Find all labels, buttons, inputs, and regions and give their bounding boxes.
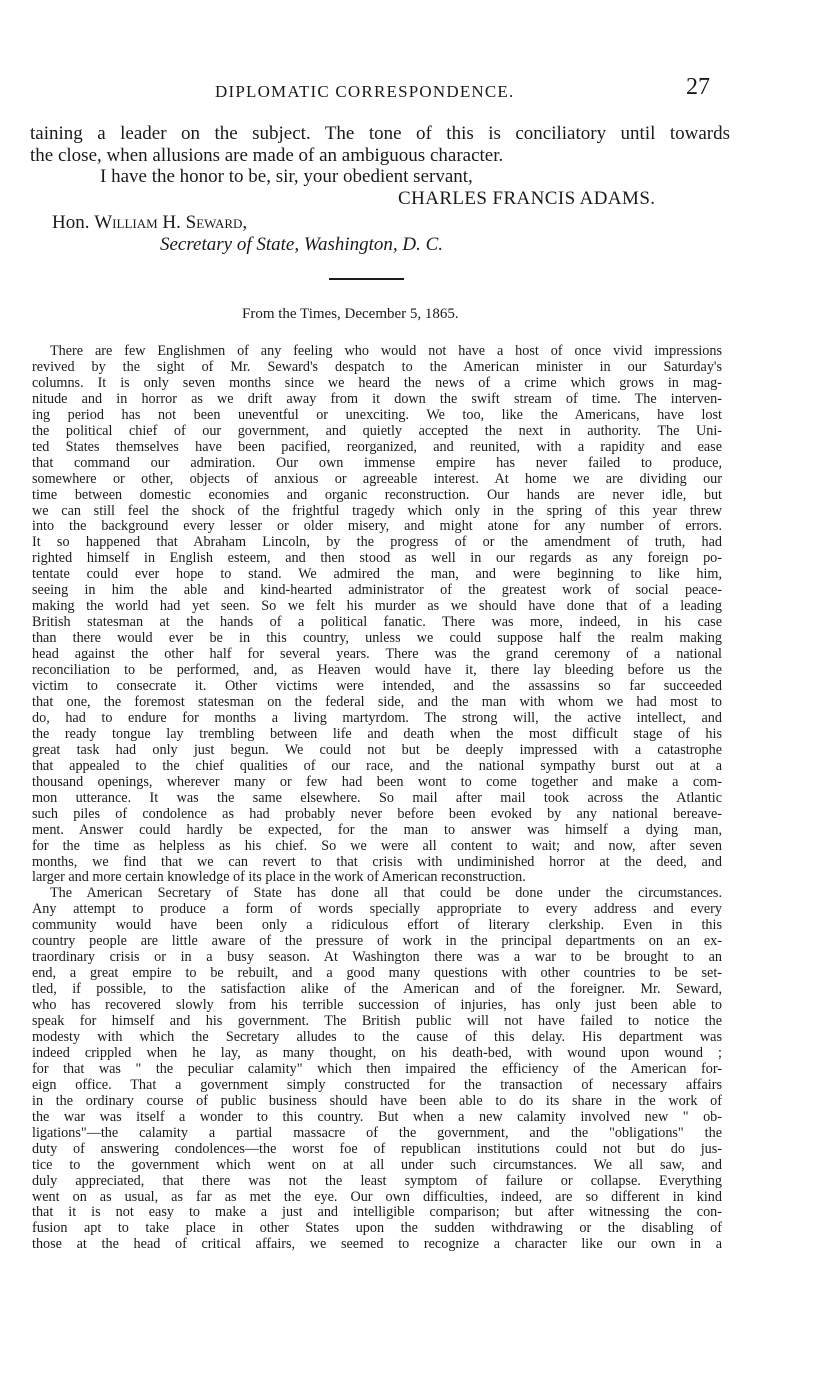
addressee-title-office: Secretary of State,: [160, 233, 300, 255]
article-line: mon utterance. It was the same elsewhere. So mail after mail took across the Atlantic: [32, 790, 722, 806]
article-line: victim to consecrate it. Other victims were intended, and the assassins so far succeeded: [32, 679, 722, 695]
article-line: who has recovered slowly from his terrible succession of injuries, has only just been able to: [32, 998, 722, 1014]
article-line: modesty with which the Secretary alludes to the cause of this delay. His department was: [32, 1029, 722, 1045]
article-line: that appealed to the chief qualities of our race, and the national sympathy burst out at a: [32, 758, 722, 774]
article-line: head against the other half for several years. There was the grand ceremony of a national: [32, 647, 722, 663]
enclosure-article: [32, 344, 722, 1253]
enclosure-source: From the Times, December 5, 1865.: [242, 306, 459, 322]
article-line: ment. Answer could hardly be expected, for the man to answer was himself a dying man,: [32, 822, 722, 838]
article-line: for the time as helpless as his chief. So we were all content to wait; and now, after seven: [32, 838, 722, 854]
article-line: thousand openings, wherever many or few had been wont to come together and make a com-: [32, 774, 722, 790]
article-line: somewhere or other, objects of anxious or agreeable interest. At home we are dividing our: [32, 471, 722, 487]
addressee: [30, 212, 730, 234]
addressee-title: [30, 234, 730, 256]
article-line: fusion apt to take place in other States upon the sudden withdrawing or the disabling of: [32, 1221, 722, 1237]
article-line: such piles of condolence as had probably never before been evoked by any national bereave-: [32, 806, 722, 822]
article-line: into the background every lesser or older misery, and might atone for any number of errors.: [32, 519, 722, 535]
article-line: that it is not easy to make a just and intelligible comparison; but after witnessing the con-: [32, 1205, 722, 1221]
article-line: the political chief of our government, and quietly accepted the next in authority. The Uni-: [32, 423, 722, 439]
article-line: columns. It is only seven months since we heard the news of a crime which grows in mag-: [32, 375, 722, 391]
article-line: revived by the sight of Mr. Seward's despatch to the American minister in our Saturday's: [32, 359, 722, 375]
addressee-prefix: Hon.: [52, 212, 90, 233]
article-line: months, we find that we can revert to that crisis with undiminished horror at the deed, and: [32, 854, 722, 870]
article-line: went on as usual, as far as met the eye. Our own difficulties, indeed, are so different in kind: [32, 1189, 722, 1205]
article-line: duty of answering condolences—the worst foe of republican institutions could not but do jus-: [32, 1141, 722, 1157]
article-line: for that was " the peculiar calamity" which then impaired the efficiency of the American for-: [32, 1061, 722, 1077]
article-line: ted States themselves have been pacified, reorganized, and reunited, with a rapidity and ease: [32, 439, 722, 455]
article-line: There are few Englishmen of any feeling who would not have a host of once vivid impressions: [50, 344, 722, 359]
page-number: 27: [686, 74, 710, 100]
article-line: those at the head of critical affairs, we seemed to recognize a character like our own in a: [32, 1237, 722, 1253]
article-line: that command our admiration. Our own immense empire has never failed to produce,: [32, 455, 722, 471]
article-line: It so happened that Abraham Lincoln, by the progress of or the amendment of truth, had: [32, 535, 722, 551]
letter-conclusion: [30, 123, 730, 255]
article-line: making the world had yet seen. So we felt his murder as we should have done that of a leading: [32, 599, 722, 615]
article-line: time between domestic economies and organic reconstruction. Our hands are never idle, but: [32, 487, 722, 503]
article-line: nitude and in horror as we drift away from it down the swift stream of time. The interven-: [32, 391, 722, 407]
article-line: ing period has not been uneventful or unexciting. We too, like the Americans, have lost: [32, 407, 722, 423]
letter-line: taining a leader on the subject. The tone of this is conciliatory until towards: [30, 123, 730, 144]
article-line: indeed crippled when he lay, as many thought, on his death-bed, with wound upon wound ;: [32, 1045, 722, 1061]
article-line: The American Secretary of State has done all that could be done under the circumstances.: [50, 886, 722, 902]
article-line: the ready tongue lay trembling between life and death when the most difficult stage of his: [32, 726, 722, 742]
article-line: tice to the government which went on at all under such circumstances. We all saw, and: [32, 1157, 722, 1173]
article-line: speak for himself and his government. The British public will not have failed to notice the: [32, 1014, 722, 1030]
article-line: duly appreciated, that there was not the least symptom of failure or collapse. Everything: [32, 1173, 722, 1189]
article-line: reconciliation to be performed, and, as Heaven would have it, there lay bleeding before us the: [32, 663, 722, 679]
article-line: we can still feel the shock of the frightful tragedy which only in the spring of this year threw: [32, 503, 722, 519]
article-line: than there would ever be in this country, unless we could suppose half the realm making: [32, 631, 722, 647]
section-divider: [329, 278, 404, 280]
article-line: do, had to endure for months a living martyrdom. The strong will, the active intellect, and: [32, 710, 722, 726]
article-line: great task had only just begun. We could not but be deeply impressed with a catastrophe: [32, 742, 722, 758]
article-line: ligations"—the calamity a partial massacre of the government, and the "obligations" the: [32, 1125, 722, 1141]
article-line: that one, the foremost statesman on the federal side, and the man with whom we had most to: [32, 694, 722, 710]
article-line: traordinary crisis or in a busy season. At Washington there was a war to be brought to an: [32, 950, 722, 966]
letter-closing: I have the honor to be, sir, your obedient servant,: [100, 166, 473, 187]
article-line: tled, if possible, to the satisfaction alike of the American and of the foreigner. Mr. Seward,: [32, 982, 722, 998]
article-line: larger and more certain knowledge of its place in the work of American reconstruction.: [32, 870, 526, 886]
article-line: eign office. That a government simply constructed for the transaction of necessary affairs: [32, 1077, 722, 1093]
article-line: tentate could ever hope to stand. We admired the man, and were beginning to like him,: [32, 567, 722, 583]
article-line: end, a great empire to be rebuilt, and a good many questions with other countries to be set-: [32, 966, 722, 982]
article-line: British statesman at the hands of a political fanatic. There was more, indeed, in his case: [32, 615, 722, 631]
signature: CHARLES FRANCIS ADAMS.: [398, 187, 656, 209]
addressee-title-location: Washington, D. C.: [303, 233, 444, 255]
article-line: the war was itself a wonder to this country. But when a new calamity involved new " ob-: [32, 1109, 722, 1125]
article-line: country people are little aware of the pressure of work in the principal departments on an ex-: [32, 934, 722, 950]
article-line: righted himself in English esteem, and then stood as well in our regards as any foreign po-: [32, 551, 722, 567]
article-line: in the ordinary course of public business should have been able to do its share in the work of: [32, 1093, 722, 1109]
addressee-name: William H. Seward,: [94, 212, 248, 233]
article-line: Any attempt to produce a form of words specially appropriate to every address and every: [32, 902, 722, 918]
article-line: community would have been only a ridiculous effort of literary clerkship. Even in this: [32, 918, 722, 934]
article-line: seeing in him the able and kind-hearted administrator of the greatest work of social peace-: [32, 583, 722, 599]
running-title: DIPLOMATIC CORRESPONDENCE.: [215, 82, 515, 101]
letter-line: the close, when allusions are made of an ambiguous character.: [30, 144, 504, 166]
